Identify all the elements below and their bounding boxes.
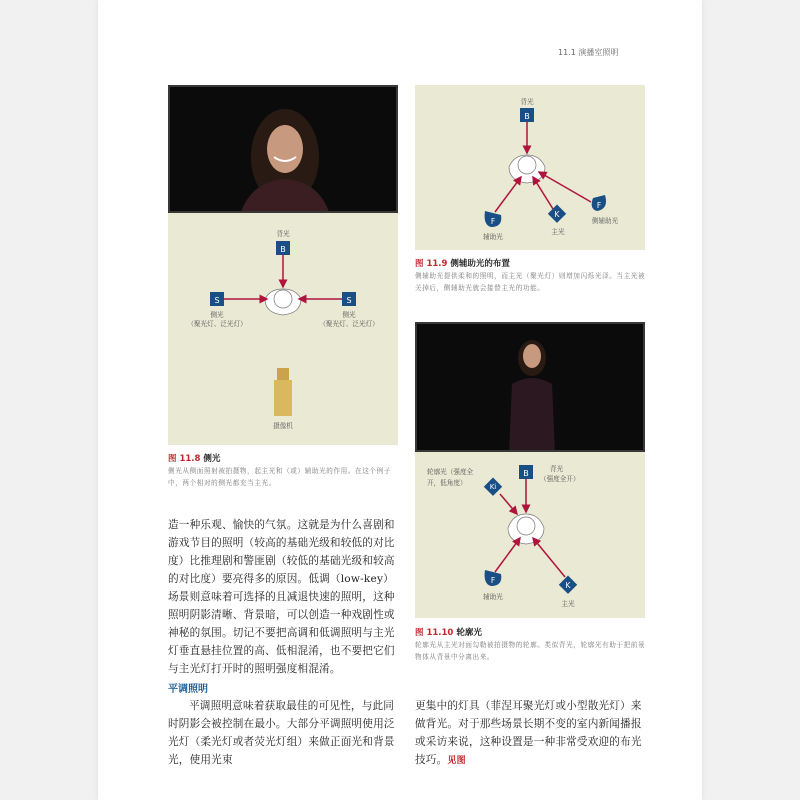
- photo-rim-light: [415, 322, 645, 452]
- svg-text:B: B: [524, 112, 530, 121]
- label-camera: 摄像机: [273, 422, 293, 430]
- photo-side-light: [168, 85, 398, 213]
- woman-standing-image: [417, 324, 645, 452]
- svg-text:主光: 主光: [551, 228, 565, 236]
- body-paragraph: 造一种乐观、愉快的气氛。这就是为什么喜剧和游戏节目的照明（较高的基础光级和较低的对比度）比推理剧和警匪剧（较低的基础光级和较高的对比度）要亮得多的原因。低调（low-key）场景则意味着可选择的且减退快速的照明，这种照明阴影清晰、背景暗，可以创造一种戏剧性或神秘的氛围。切记不要把高调和低调照明与主光灯垂直悬挂位置的高、低相混淆，也不要把它们与主光灯打开时的照明强度相混淆。: [168, 519, 395, 675]
- svg-text:K: K: [554, 210, 560, 219]
- svg-text:侧光: 侧光: [342, 311, 356, 319]
- figure-reference-link[interactable]: 见图: [447, 756, 466, 766]
- svg-text:S: S: [346, 296, 352, 305]
- section-heading: 平调照明: [168, 684, 208, 695]
- svg-text:（强度全开）: （强度全开）: [540, 475, 580, 483]
- svg-text:S: S: [214, 296, 220, 305]
- svg-text:B: B: [280, 245, 286, 254]
- svg-text:背光: 背光: [520, 98, 534, 106]
- svg-text:侧光: 侧光: [210, 311, 224, 319]
- svg-text:（聚光灯、泛光灯）: （聚光灯、泛光灯）: [319, 320, 379, 328]
- svg-text:F: F: [490, 217, 496, 226]
- svg-text:侧辅助光: 侧辅助光: [591, 217, 619, 225]
- body-paragraph: 平调照明意味着获取最佳的可见性，与此同时阴影会被控制在最小。大部分平调照明使用泛光灯（柔光灯或者荧光灯组）来做正面光和背景光，使用光束: [168, 700, 395, 766]
- svg-text:K: K: [565, 581, 571, 590]
- svg-text:辅助光: 辅助光: [483, 233, 503, 241]
- subject-icon: [265, 289, 301, 315]
- diagram-rim-light: [415, 452, 645, 618]
- diagram-side-fill: [415, 85, 645, 250]
- svg-text:（聚光灯、泛光灯）: （聚光灯、泛光灯）: [187, 320, 247, 328]
- figure-caption-title: 图 11.9 侧辅助光的布置: [415, 259, 510, 269]
- figure-caption-title: 图 11.8 侧光: [168, 454, 221, 464]
- figure-caption: 侧辅助光提供柔和的照明，而主光（聚光灯）则增加闪烁光泽。当主光被关掉后，侧辅助光就会接替主光的功能。: [415, 272, 646, 292]
- svg-text:Ki: Ki: [489, 483, 497, 491]
- svg-text:F: F: [596, 201, 602, 210]
- camera-icon: [274, 368, 292, 416]
- svg-text:辅助光: 辅助光: [483, 593, 503, 601]
- svg-text:B: B: [523, 469, 529, 478]
- label-kicker-light: 轮廓光（强度全开，低角度）: [427, 468, 474, 487]
- figure-caption-title: 图 11.10 轮廓光: [415, 628, 482, 638]
- svg-text:背光: 背光: [550, 465, 564, 473]
- body-paragraph: 更集中的灯具（菲涅耳聚光灯或小型散光灯）来做背光。对于那些场景长期不变的室内新闻播报或采访来说，这种设置是一种非常受欢迎的布光技巧。见图: [415, 700, 642, 766]
- subject-icon: [509, 155, 545, 183]
- figure-caption: 侧光从侧面照射被拍摄物，起主光和（或）辅助光的作用。在这个例子中，两个相对的侧光都充当主光。: [168, 467, 392, 487]
- svg-text:主光: 主光: [561, 600, 575, 608]
- label-back-light: 背光: [276, 230, 290, 238]
- subject-icon: [508, 514, 544, 544]
- diagram-side-light: [168, 213, 398, 445]
- running-header: 11.1 演播室照明: [558, 48, 619, 57]
- figure-caption: 轮廓光从主光对面勾勒被拍摄物的轮廓。类似背光，轮廓光有助于把前景物体从背景中分离出来。: [415, 641, 646, 661]
- svg-text:F: F: [490, 576, 496, 585]
- woman-portrait-image: [170, 87, 398, 213]
